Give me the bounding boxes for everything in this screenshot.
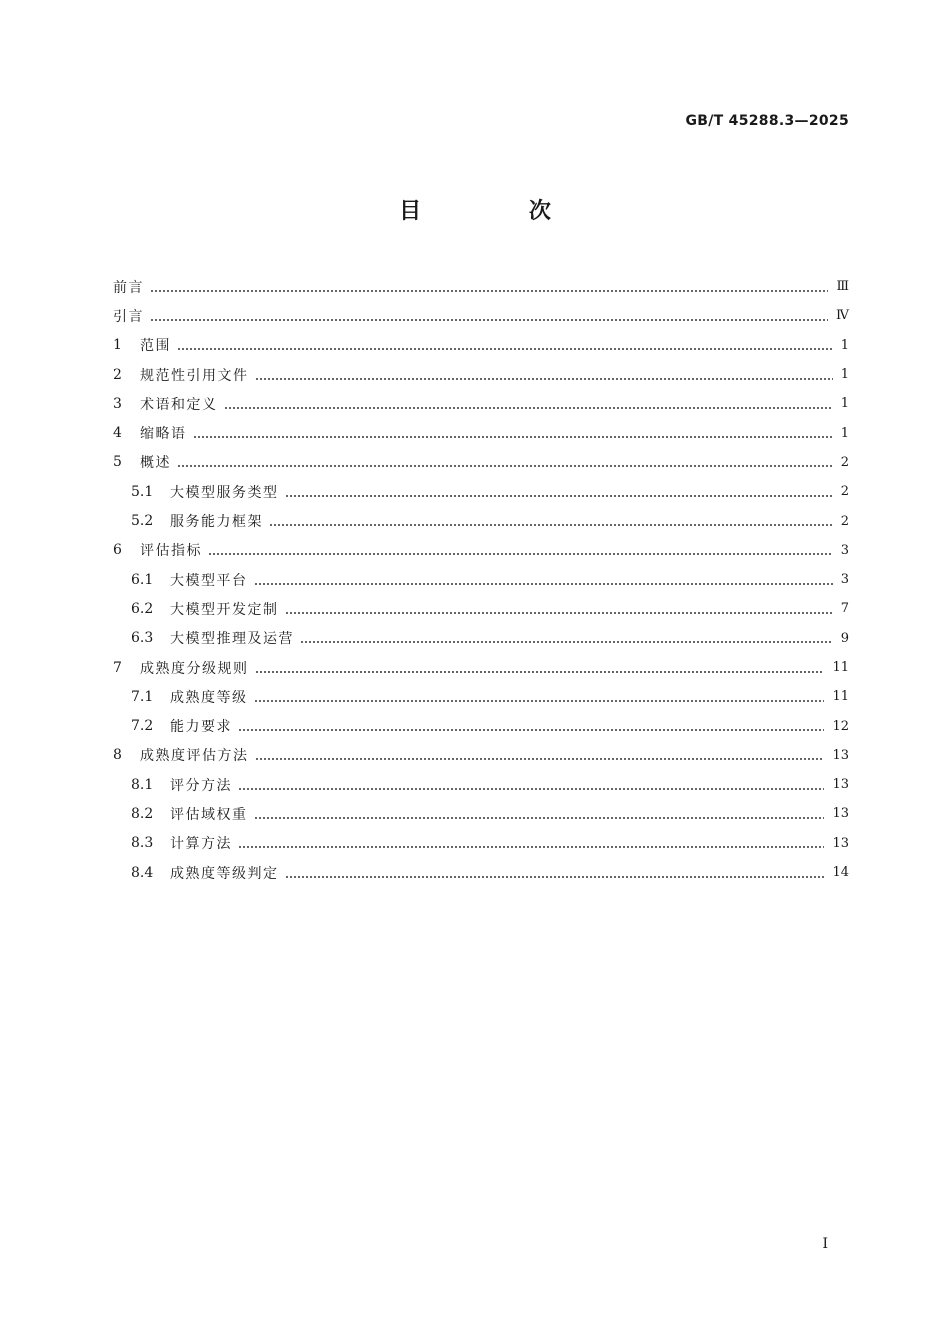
- toc-leader-dots: [177, 338, 833, 352]
- toc-entry-number: 3: [113, 395, 122, 412]
- toc-entry-label: 术语和定义: [140, 396, 218, 413]
- toc-leader-dots: [254, 807, 825, 821]
- toc-entry-label: 服务能力框架: [170, 514, 263, 531]
- toc-entry-number: 8.1: [131, 776, 154, 793]
- toc-entry-label: 能力要求: [170, 719, 232, 736]
- toc-entry-label: 前言: [113, 279, 144, 296]
- toc-entry-page: 1: [840, 396, 849, 412]
- toc-entry-label: 成熟度评估方法: [140, 748, 249, 765]
- toc-entry-page: 14: [832, 865, 849, 881]
- toc-entry-page: 13: [832, 747, 849, 763]
- toc-entry-label: 引言: [113, 308, 144, 325]
- toc-entry-page: 13: [832, 777, 849, 793]
- toc-leader-dots: [238, 719, 824, 733]
- toc-entry-label: 规范性引用文件: [140, 367, 249, 384]
- toc-entry-label: 成熟度等级: [170, 689, 248, 706]
- toc-entry[interactable]: [113, 741, 849, 770]
- toc-entry-number: 7.1: [131, 688, 154, 705]
- toc-entry[interactable]: [113, 301, 849, 330]
- toc-leader-dots: [269, 514, 833, 528]
- toc-entry-label: 评分方法: [170, 777, 232, 794]
- toc-entry-number: 8.2: [131, 805, 154, 822]
- toc-entry-number: 7.2: [131, 718, 154, 735]
- toc-leader-dots: [150, 280, 828, 294]
- toc-leader-dots: [254, 573, 833, 587]
- toc-entry-number: 1: [113, 337, 122, 354]
- toc-entry[interactable]: [113, 418, 849, 447]
- toc-entry-page: 13: [832, 835, 849, 851]
- toc-entry-number: 6.2: [131, 600, 154, 617]
- toc-entry-number: 6.1: [131, 571, 154, 588]
- toc-leader-dots: [285, 866, 825, 880]
- toc-entry[interactable]: [113, 477, 849, 506]
- toc-entry[interactable]: [113, 536, 849, 565]
- toc-entry[interactable]: [113, 653, 849, 682]
- toc-leader-dots: [238, 778, 824, 792]
- toc-entry[interactable]: [113, 624, 849, 653]
- toc-entry-number: 7: [113, 659, 122, 676]
- toc-entry-label: 大模型服务类型: [170, 484, 279, 501]
- toc-entry-label: 范围: [140, 338, 171, 355]
- toc-entry-number: 5.2: [131, 513, 154, 530]
- toc-entry-page: 7: [840, 601, 849, 617]
- toc-entry[interactable]: [113, 389, 849, 418]
- toc-entry-page: 1: [840, 425, 849, 441]
- toc-entry-page: 1: [840, 367, 849, 383]
- toc-entry[interactable]: [113, 770, 849, 799]
- toc-entry-label: 大模型平台: [170, 572, 248, 589]
- toc-entry-number: 2: [113, 366, 122, 383]
- toc-leader-dots: [254, 690, 825, 704]
- toc-leader-dots: [285, 485, 833, 499]
- toc-entry-page: 2: [840, 513, 849, 529]
- toc-leader-dots: [255, 368, 833, 382]
- table-of-contents: [113, 272, 849, 887]
- toc-leader-dots: [285, 602, 833, 616]
- toc-leader-dots: [224, 397, 833, 411]
- toc-entry-label: 评估域权重: [170, 806, 248, 823]
- toc-entry-page: 13: [832, 806, 849, 822]
- toc-leader-dots: [208, 543, 833, 557]
- toc-entry[interactable]: [113, 331, 849, 360]
- toc-entry-page: 11: [832, 660, 849, 675]
- toc-entry-number: 8.3: [131, 835, 154, 852]
- toc-entry-number: 8.4: [131, 864, 154, 881]
- toc-entry-label: 大模型开发定制: [170, 601, 279, 618]
- page-number: I: [822, 1236, 828, 1252]
- toc-entry-label: 成熟度等级判定: [170, 865, 279, 882]
- toc-entry[interactable]: [113, 682, 849, 711]
- toc-entry-number: 5.1: [131, 483, 154, 500]
- toc-entry[interactable]: [113, 272, 849, 301]
- toc-leader-dots: [300, 631, 833, 645]
- toc-entry-page: 11: [832, 689, 849, 705]
- toc-entry[interactable]: [113, 799, 849, 828]
- toc-leader-dots: [150, 309, 828, 323]
- toc-entry-label: 评估指标: [140, 543, 202, 560]
- toc-entry-number: 6: [113, 542, 122, 559]
- toc-leader-dots: [255, 748, 825, 762]
- toc-entry-page: 1: [840, 337, 849, 353]
- toc-entry[interactable]: [113, 448, 849, 477]
- page-title: 目 次: [399, 199, 601, 224]
- toc-entry-page: Ⅲ: [836, 279, 849, 295]
- toc-entry-label: 概述: [140, 455, 171, 472]
- toc-entry-number: 8: [113, 747, 122, 764]
- toc-entry-label: 大模型推理及运营: [170, 631, 294, 648]
- toc-entry[interactable]: [113, 829, 849, 858]
- toc-entry-page: Ⅳ: [836, 308, 849, 324]
- toc-entry-page: 2: [840, 454, 849, 470]
- toc-entry-number: 6.3: [131, 630, 154, 647]
- toc-entry-label: 计算方法: [170, 836, 232, 853]
- toc-leader-dots: [238, 836, 824, 850]
- toc-entry-page: 3: [840, 542, 849, 558]
- toc-entry-page: 3: [840, 572, 849, 588]
- toc-entry-label: 缩略语: [140, 426, 187, 443]
- toc-entry-page: 2: [840, 484, 849, 500]
- toc-entry[interactable]: [113, 858, 849, 887]
- toc-entry-page: 12: [832, 718, 849, 734]
- toc-leader-dots: [193, 426, 833, 440]
- toc-entry[interactable]: [113, 565, 849, 594]
- toc-entry[interactable]: [113, 360, 849, 389]
- toc-entry-number: 5: [113, 454, 122, 471]
- toc-entry-page: 9: [840, 630, 849, 646]
- toc-entry-number: 4: [113, 425, 122, 442]
- toc-entry[interactable]: [113, 506, 849, 535]
- toc-entry-label: 成熟度分级规则: [140, 660, 249, 677]
- toc-entry[interactable]: [113, 711, 849, 740]
- standard-code: GB/T 45288.3—2025: [685, 113, 849, 129]
- toc-leader-dots: [177, 455, 833, 469]
- toc-leader-dots: [255, 661, 825, 675]
- toc-entry[interactable]: [113, 594, 849, 623]
